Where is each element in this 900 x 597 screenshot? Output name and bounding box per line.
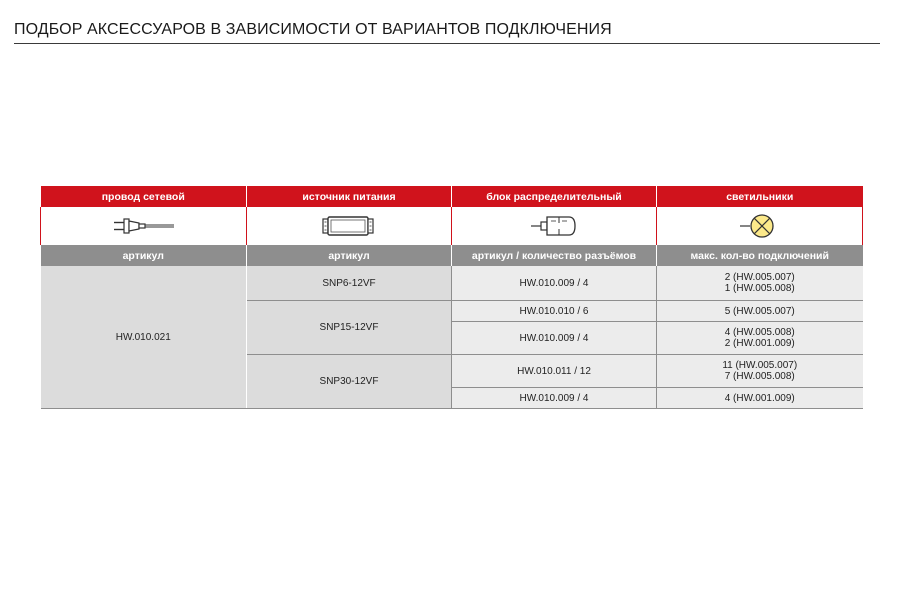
- distribution-block-icon: [529, 214, 579, 238]
- power-supply-icon: [321, 215, 377, 237]
- power-supply-article-cell: SNP30-12VF: [247, 355, 452, 409]
- lamp-icon: [738, 213, 782, 239]
- max-connections-line: 11 (HW.005.007): [722, 360, 798, 371]
- max-connections-line: 4 (HW.005.008): [724, 327, 795, 338]
- table-row: [41, 266, 863, 301]
- max-connections-line: 1 (HW.005.008): [724, 283, 795, 294]
- block-article-cell: HW.010.010 / 6: [452, 301, 657, 322]
- block-article-cell: HW.010.009 / 4: [452, 322, 657, 355]
- category-header-lamps: светильники: [657, 186, 863, 207]
- max-connections-cell: [657, 388, 863, 409]
- cable-icon-cell: [41, 207, 247, 245]
- power-plug-icon: [112, 216, 176, 236]
- accessories-table: [40, 186, 863, 409]
- icon-row: [41, 207, 863, 245]
- distribution-block-icon-cell: [452, 207, 657, 245]
- lamp-icon-cell: [657, 207, 863, 245]
- column-header-power-supply-article: артикул: [247, 245, 452, 266]
- column-header-cable-article: артикул: [41, 245, 247, 266]
- power-supply-icon-cell: [247, 207, 452, 245]
- category-header-row: [41, 186, 863, 207]
- column-header-max-connections: макс. кол-во подключений: [657, 245, 863, 266]
- max-connections-cell: [657, 322, 863, 355]
- max-connections-line: 2 (HW.001.009): [724, 338, 795, 349]
- max-connections-line: 7 (HW.005.008): [724, 371, 795, 382]
- block-article-cell: HW.010.009 / 4: [452, 266, 657, 301]
- power-supply-article-cell: SNP6-12VF: [247, 266, 452, 301]
- category-header-cable: провод сетевой: [41, 186, 247, 207]
- max-connections-cell: [657, 355, 863, 388]
- max-connections-cell: [657, 266, 863, 301]
- cable-article-cell: HW.010.021: [41, 266, 247, 409]
- max-connections-line: 2 (HW.005.007): [724, 272, 795, 283]
- column-header-block-article: артикул / количество разъёмов: [452, 245, 657, 266]
- block-article-cell: HW.010.011 / 12: [452, 355, 657, 388]
- max-connections-cell: [657, 301, 863, 322]
- category-header-distribution-block: блок распределительный: [452, 186, 657, 207]
- category-header-power-supply: источник питания: [247, 186, 452, 207]
- block-article-cell: HW.010.009 / 4: [452, 388, 657, 409]
- column-header-row: [41, 245, 863, 266]
- max-connections-line: 5 (HW.005.007): [724, 305, 795, 317]
- power-supply-article-cell: SNP15-12VF: [247, 301, 452, 355]
- max-connections-line: 4 (HW.001.009): [724, 392, 795, 404]
- title-divider: [14, 43, 880, 44]
- page-title: ПОДБОР АКСЕССУАРОВ В ЗАВИСИМОСТИ ОТ ВАРИАНТОВ ПОДКЛЮЧЕНИЯ: [14, 21, 612, 38]
